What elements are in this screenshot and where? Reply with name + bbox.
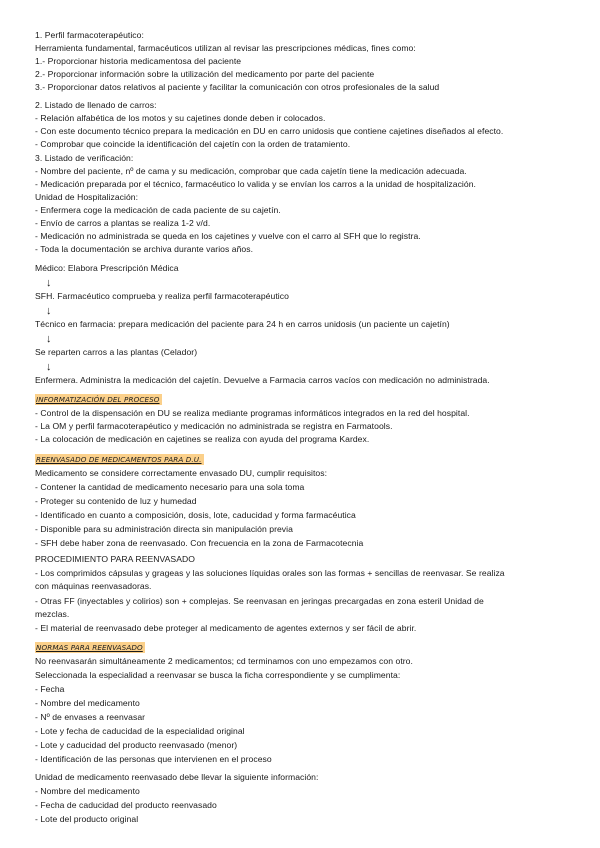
section-3-heading: 3. Listado de verificación:: [35, 153, 134, 163]
proc-line: - Los comprimidos cápsulas y grageas y las soluciones líquidas orales son las formas + sencillas de reenvasar. Se realiza: [35, 568, 505, 578]
section-2-item: - Con este documento técnico prepara la medicación en DU en carro unidosis que contiene cajetines diseñados al efecto.: [35, 126, 504, 136]
flow-step-nurse: Enfermera. Administra la medicación del cajetín. Devuelve a Farmacia carros vacíos con medicación no administrada.: [35, 375, 490, 385]
normas-line: - Nº de envases a reenvasar: [35, 712, 146, 722]
info-item: - La OM y perfil farmacoterapéutico y medicación no administrada se registra en Farmatools.: [35, 421, 393, 431]
normas-heading: [35, 642, 145, 653]
flow-step-doctor: Médico: Elabora Prescripción Médica: [35, 263, 179, 273]
down-arrow-icon: ↓: [46, 333, 52, 345]
section-2-item: - Comprobar que coincide la identificación del cajetín con la orden de tratamiento.: [35, 139, 351, 149]
info-item: - Control de la dispensación en DU se realiza mediante programas informáticos integrados en la red del hospital.: [35, 408, 470, 418]
section-1-item: 2.- Proporcionar información sobre la utilización del medicamento por parte del paciente: [35, 69, 375, 79]
section-1-intro: Herramienta fundamental, farmacéuticos utilizan al revisar las prescripciones médicas, fines como:: [35, 43, 416, 53]
info-heading-highlight: INFORMATIZACIÓN DEL PROCESO: [36, 395, 160, 404]
section-1-item: 1.- Proporcionar historia medicamentosa del paciente: [35, 56, 242, 66]
normas-line: No reenvasarán simultáneamente 2 medicamentos; cd terminamos con uno empezamos con otro.: [35, 656, 413, 666]
reenv-item: - Proteger su contenido de luz y humedad: [35, 496, 197, 506]
normas-line: Seleccionada la especialidad a reenvasar se busca la ficha correspondiente y se cumplimenta:: [35, 670, 401, 680]
down-arrow-icon: ↓: [46, 361, 52, 373]
normas-heading-highlight: NORMAS PARA REENVASADO: [36, 643, 143, 652]
unidad-item: - Nombre del medicamento: [35, 786, 140, 796]
flow-step-delivery: Se reparten carros a las plantas (Celador): [35, 347, 198, 357]
proc-line: - Otras FF (inyectables y colirios) son + complejas. Se reenvasan en jeringas precargadas en zona esteril Unidad de: [35, 596, 484, 606]
section-2-heading: 2. Listado de llenado de carros:: [35, 100, 157, 110]
flow-step-technician: Técnico en farmacia: prepara medicación del paciente para 24 h en carros unidosis (un paciente un cajetín): [35, 319, 450, 329]
reenv-item: - Disponible para su administración directa sin manipulación previa: [35, 524, 293, 534]
down-arrow-icon: ↓: [46, 305, 52, 317]
section-1-heading: 1. Perfil farmacoterapéutico:: [35, 30, 144, 40]
proc-line: mezclas.: [35, 609, 70, 619]
section-2-item: - Relación alfabética de los motos y su cajetines donde deben ir colocados.: [35, 113, 326, 123]
down-arrow-icon: ↓: [46, 277, 52, 289]
unit-heading: Unidad de Hospitalización:: [35, 192, 139, 202]
proc-line: con máquinas reenvasadoras.: [35, 581, 152, 591]
normas-line: - Identificación de las personas que intervienen en el proceso: [35, 754, 272, 764]
reenv-item: - SFH debe haber zona de reenvasado. Con frecuencia en la zona de Farmacotecnia: [35, 538, 364, 548]
normas-line: - Fecha: [35, 684, 65, 694]
normas-line: - Nombre del medicamento: [35, 698, 140, 708]
proc-heading: PROCEDIMIENTO PARA REENVASADO: [35, 554, 195, 564]
unit-item: - Enfermera coge la medicación de cada paciente de su cajetín.: [35, 205, 281, 215]
flow-step-pharmacist: SFH. Farmacéutico comprueba y realiza perfil farmacoterapéutico: [35, 291, 289, 301]
section-3-item: - Nombre del paciente, nº de cama y su medicación, comprobar que cada cajetín tiene la medicación adecuada.: [35, 166, 467, 176]
unit-item: - Envío de carros a plantas se realiza 1-2 v/d.: [35, 218, 211, 228]
unidad-heading: Unidad de medicamento reenvasado debe llevar la siguiente información:: [35, 772, 319, 782]
section-3-item: - Medicación preparada por el técnico, farmacéutico lo valida y se envían los carros a la unidad de hospitalización.: [35, 179, 476, 189]
reenv-heading-highlight: REENVASADO DE MEDICAMENTOS PARA D.U.: [36, 455, 202, 464]
unidad-item: - Fecha de caducidad del producto reenvasado: [35, 800, 217, 810]
info-item: - La colocación de medicación en cajetines se realiza con ayuda del programa Kardex.: [35, 434, 370, 444]
normas-line: - Lote y fecha de caducidad de la especialidad original: [35, 726, 245, 736]
proc-line: - El material de reenvasado debe proteger al medicamento de agentes externos y ser fácil de abrir.: [35, 623, 417, 633]
info-heading: [35, 394, 162, 405]
section-1-item: 3.- Proporcionar datos relativos al paciente y facilitar la comunicación con otros profesionales de la salud: [35, 82, 440, 92]
unit-item: - Toda la documentación se archiva durante varios años.: [35, 244, 254, 254]
normas-line: - Lote y caducidad del producto reenvasado (menor): [35, 740, 238, 750]
reenv-item: - Identificado en cuanto a composición, dosis, lote, caducidad y forma farmacéutica: [35, 510, 356, 520]
reenv-item: - Contener la cantidad de medicamento necesario para una sola toma: [35, 482, 305, 492]
reenv-heading: [35, 454, 204, 465]
unit-item: - Medicación no administrada se queda en los cajetines y vuelve con el carro al SFH que lo registra.: [35, 231, 421, 241]
reenv-intro: Medicamento se considere correctamente envasado DU, cumplir requisitos:: [35, 468, 328, 478]
unidad-item: - Lote del producto original: [35, 814, 139, 824]
